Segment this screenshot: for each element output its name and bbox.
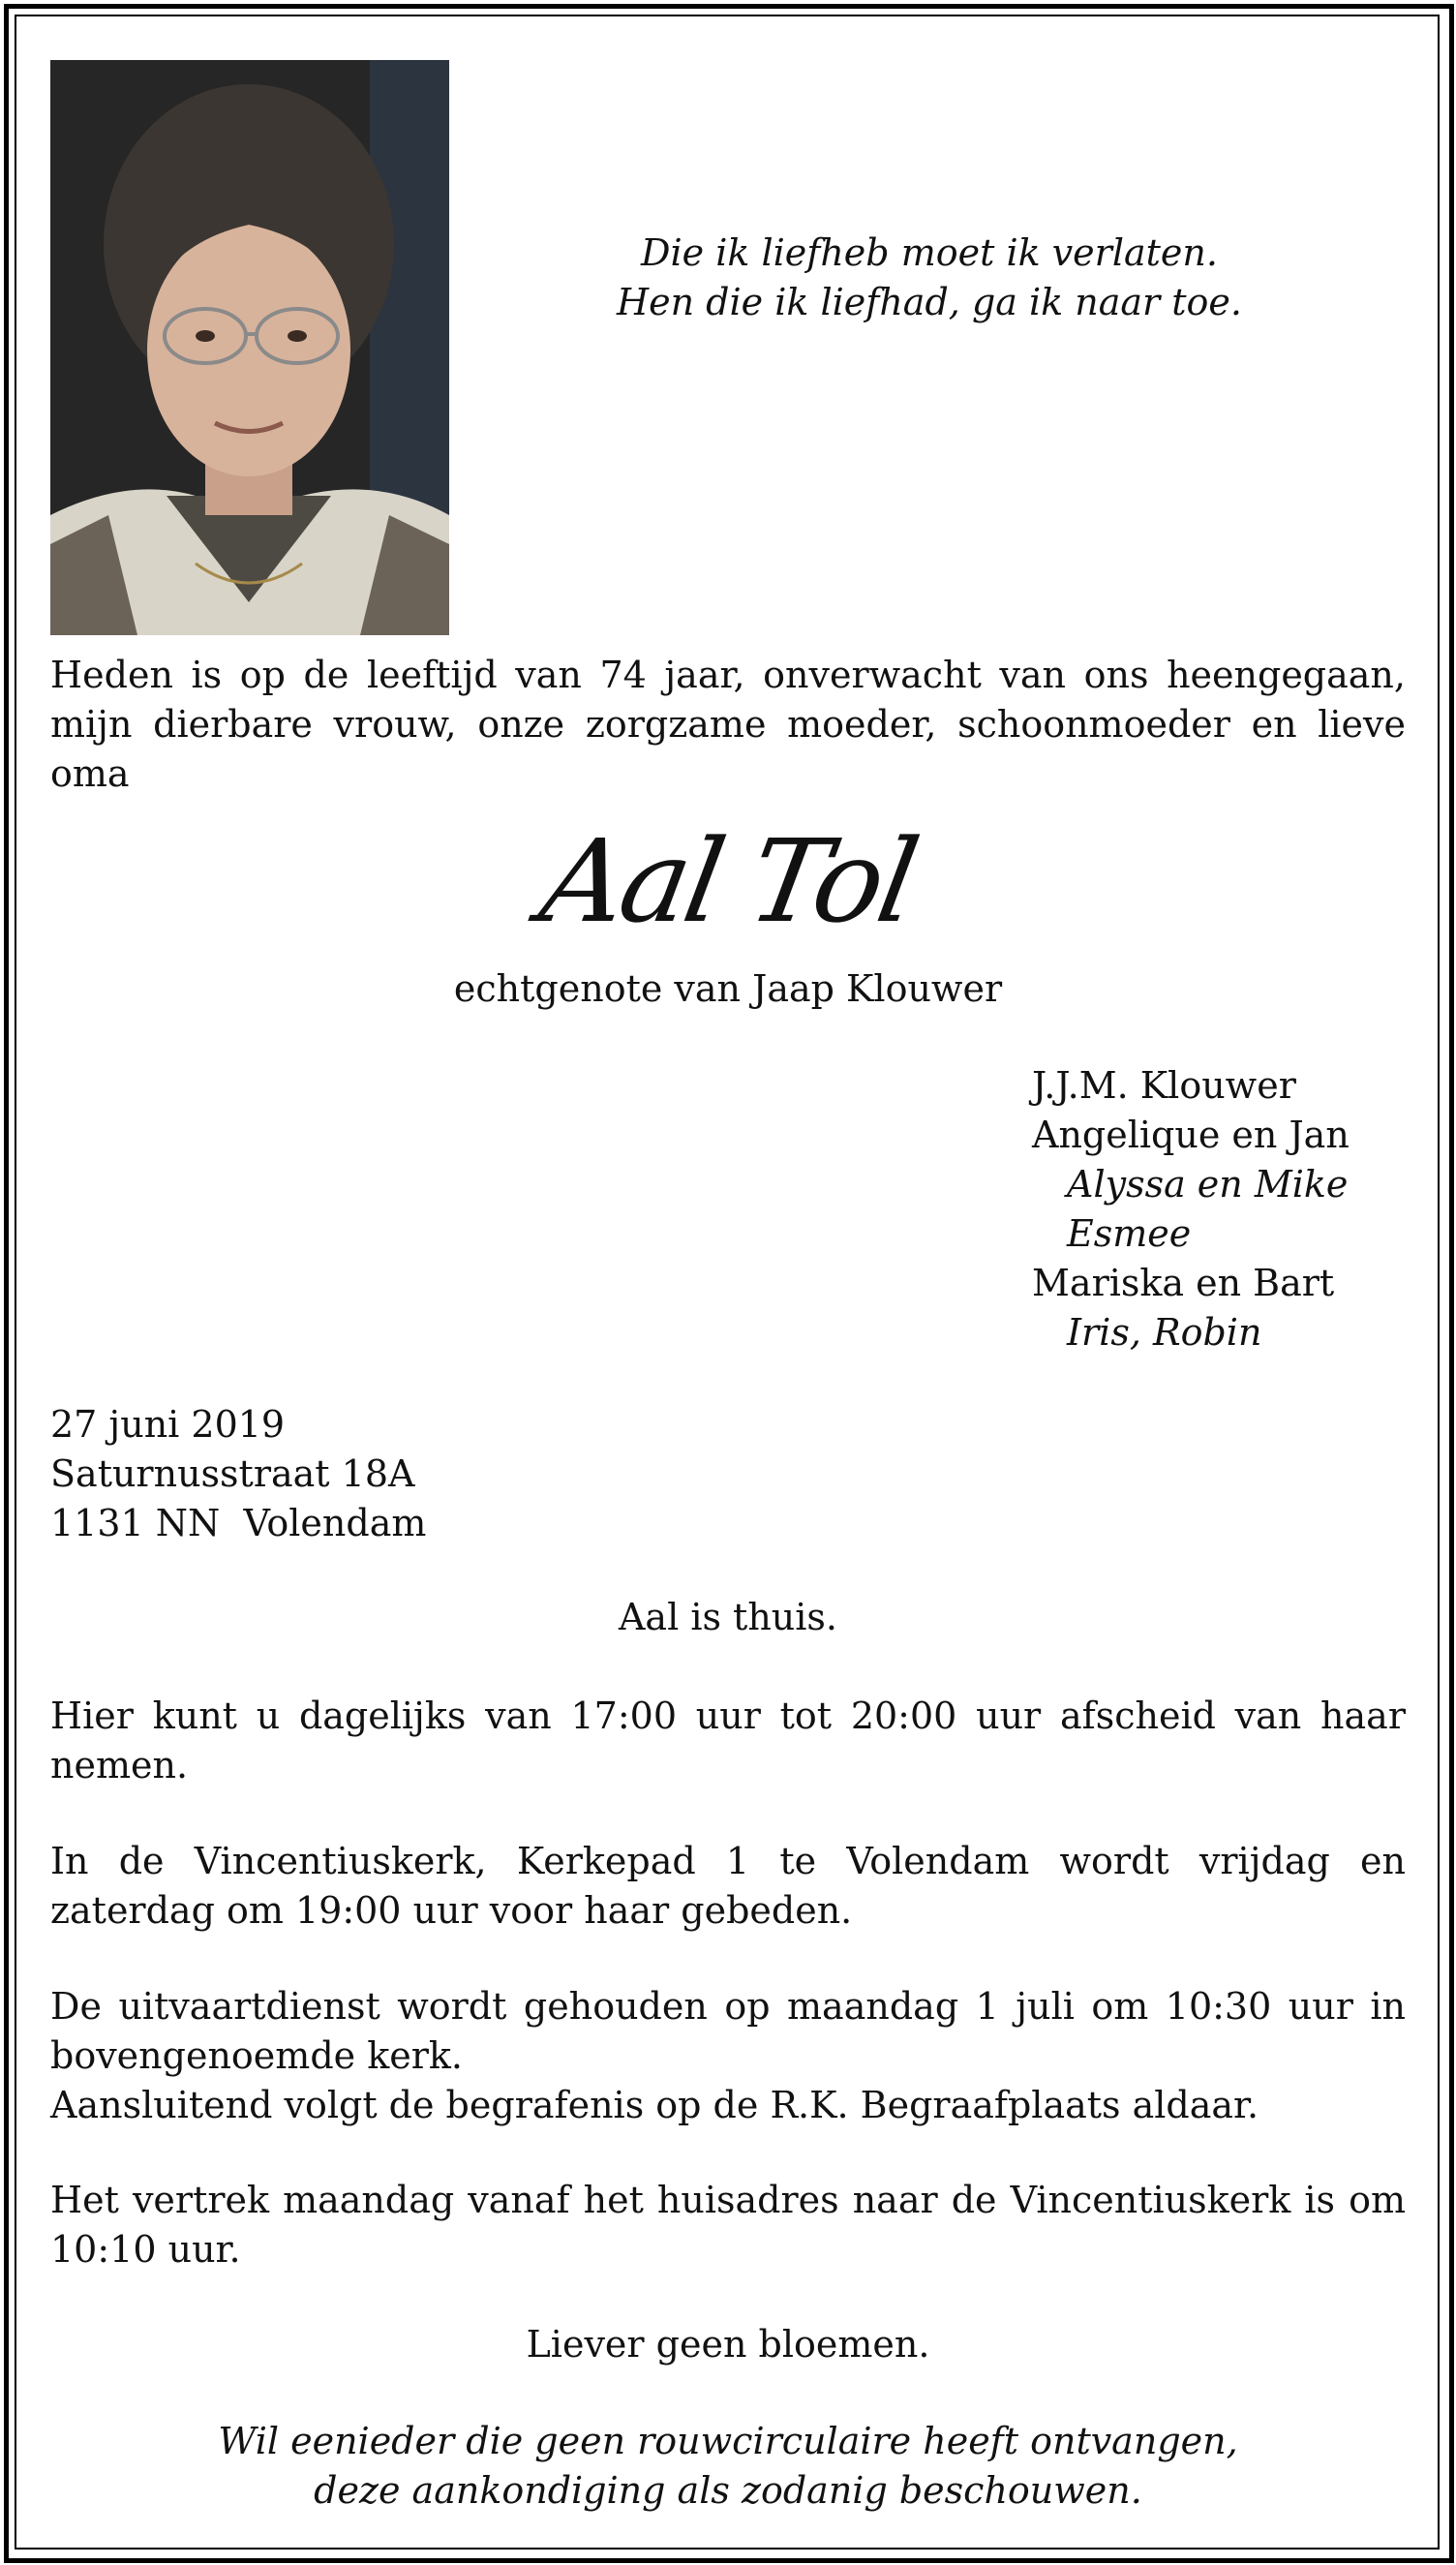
departure-paragraph: Het vertrek maandag vanaf het huisadres naar de Vincentiuskerk is om 10:10 uur. [50, 2179, 1406, 2271]
visit-paragraph: Hier kunt u dagelijks van 17:00 uur tot 20:00 uur afscheid van haar nemen. [50, 1695, 1406, 1786]
service-line-1: De uitvaartdienst wordt gehouden op maandag 1 juli om 10:30 uur in bovengenoemde kerk. [50, 1985, 1406, 2077]
intro-text: Heden is op de leeftijd van 74 jaar, onverwacht van ons heengegaan, mijn dierbare vrouw, onze zorgzame moeder, schoonmoeder en lieve oma [50, 654, 1406, 795]
date: 27 juni 2019 [50, 1403, 286, 1446]
address-block [50, 1400, 728, 1548]
street: Saturnusstraat 18A [50, 1452, 415, 1495]
closing-line-1: Wil eenieder die geen rouwcirculaire heeft ontvangen, [218, 2420, 1238, 2462]
family-list [1032, 1061, 1439, 1358]
poem [465, 229, 1394, 327]
family-member: Iris, Robin [1067, 1311, 1262, 1354]
poem-line-2: Hen die ik liefhad, ga ik naar toe. [616, 281, 1243, 323]
closing-line-2: deze aankondiging als zodanig beschouwen. [314, 2469, 1142, 2512]
city: 1131 NN Volendam [50, 1502, 427, 1544]
family-member: Mariska en Bart [1032, 1262, 1335, 1304]
deceased-name: Aal Tol [531, 814, 925, 948]
family-member: Angelique en Jan [1032, 1114, 1350, 1156]
service-paragraph [50, 1982, 1406, 2130]
flowers-notice: Liever geen bloemen. [526, 2323, 930, 2366]
family-member: Esmee [1067, 1212, 1192, 1255]
spouse-line: echtgenote van Jaap Klouwer [453, 967, 1003, 1010]
family-member: J.J.M. Klouwer [1032, 1064, 1296, 1107]
prayer-paragraph: In de Vincentiuskerk, Kerkepad 1 te Volendam wordt vrijdag en zaterdag om 19:00 uur voor haar gebeden. [50, 1840, 1406, 1932]
home-notice: Aal is thuis. [618, 1596, 837, 1638]
poem-line-1: Die ik liefheb moet ik verlaten. [641, 231, 1218, 274]
service-line-2: Aansluitend volgt de begrafenis op de R.K. Begraafplaats aldaar. [50, 2084, 1259, 2126]
family-member: Alyssa en Mike [1067, 1163, 1349, 1206]
closing-note [0, 2417, 1456, 2516]
portrait-photo [50, 60, 449, 635]
